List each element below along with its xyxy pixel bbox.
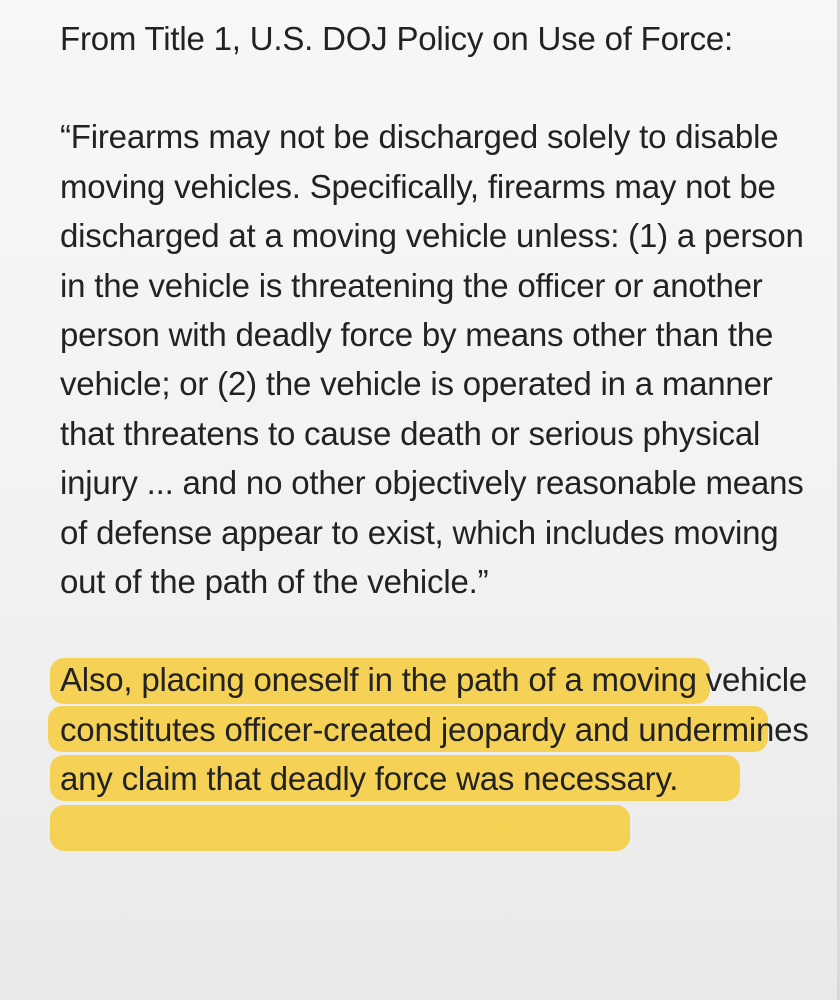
highlighted-note: Also, placing oneself in the path of a moving vehicle constitutes officer-created jeopardy and undermines any claim that deadly force was necessary. — [60, 661, 809, 798]
highlighted-note-block — [60, 655, 810, 803]
policy-quote: “Firearms may not be discharged solely to disable moving vehicles. Specifically, firearms may not be discharged at a moving vehicle unless: (1) a person in the vehicle is threatening the officer or another person with deadly force by means other than the vehicle; or (2) the vehicle is operated in a manner that threatens to cause death or serious physical injury ... and no other objectively reasonable means of defense appear to exist, which includes moving out of the path of the vehicle.” — [60, 118, 804, 601]
policy-heading: From Title 1, U.S. DOJ Policy on Use of Force: — [60, 20, 733, 57]
document-body — [60, 14, 810, 804]
highlight-stroke-4 — [50, 805, 630, 851]
